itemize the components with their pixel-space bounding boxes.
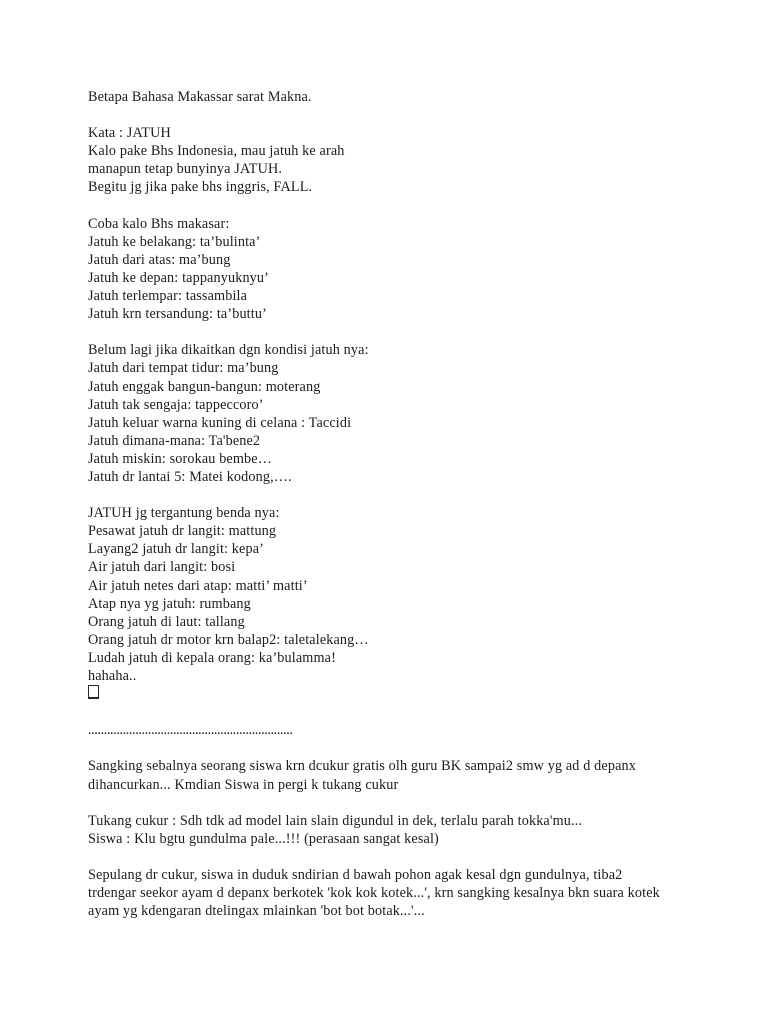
objects-block [88, 504, 664, 703]
makassar-directions-heading: Coba kalo Bhs makasar: [88, 215, 230, 232]
makassar-directions-line-1: Jatuh ke belakang: ta’bulinta’ [88, 233, 261, 250]
conditions-line-2: Jatuh enggak bangun-bangun: moterang [88, 378, 321, 395]
objects-line-7: Orang jatuh dr motor krn balap2: taletalekang… [88, 631, 369, 648]
objects-line-6: Orang jatuh di laut: tallang [88, 613, 245, 630]
dotted-separator: ................................................................. [88, 722, 293, 739]
story-paragraph-1: Sangking sebalnya seorang siswa krn dcukur gratis olh guru BK sampai2 smw yg ad d depanx dihancurkan... Kmdian Siswa in pergi k tukang cukur [88, 758, 640, 793]
intro-line-2: Kalo pake Bhs Indonesia, mau jatuh ke arah [88, 143, 345, 160]
dialogue-student-line: Siswa : Klu bgtu gundulma pale...!!! (perasaan sangat kesal) [88, 830, 439, 847]
objects-line-4: Air jatuh netes dari atap: matti’ matti’ [88, 577, 308, 594]
paragraph-spacer [88, 106, 664, 124]
conditions-line-3: Jatuh tak sengaja: tappeccoro’ [88, 396, 264, 413]
makassar-directions-block [88, 215, 664, 324]
objects-line-3: Air jatuh dari langit: bosi [88, 559, 236, 576]
document-title-line: Betapa Bahasa Makassar sarat Makna. [88, 89, 312, 105]
makassar-directions-line-4: Jatuh terlempar: tassambila [88, 288, 248, 305]
paragraph-spacer [88, 848, 664, 866]
paragraph-spacer [88, 703, 664, 721]
paragraph-spacer [88, 486, 664, 504]
makassar-directions-line-3: Jatuh ke depan: tappanyuknyu’ [88, 269, 270, 286]
paragraph-spacer [88, 197, 664, 215]
paragraph-spacer [88, 794, 664, 812]
missing-glyph-line [88, 685, 664, 703]
paragraph-spacer [88, 739, 664, 757]
intro-line-1: Kata : JATUH [88, 125, 171, 142]
objects-line-2: Layang2 jatuh dr langit: kepa’ [88, 541, 265, 558]
conditions-line-6: Jatuh miskin: sorokau bembe… [88, 450, 273, 467]
makassar-directions-line-2: Jatuh dari atas: ma’bung [88, 251, 231, 268]
objects-line-5: Atap nya yg jatuh: rumbang [88, 595, 251, 612]
intro-line-4: Begitu jg jika pake bhs inggris, FALL. [88, 179, 313, 196]
paragraph-spacer [88, 323, 664, 341]
objects-heading: JATUH jg tergantung benda nya: [88, 505, 280, 522]
objects-line-9-laugh: hahaha.. [88, 668, 137, 684]
makassar-directions-line-5: Jatuh krn tersandung: ta’buttu’ [88, 306, 267, 323]
dialogue-barber-line: Tukang cukur : Sdh tdk ad model lain slain digundul in dek, terlalu parah tokka'mu... [88, 812, 583, 829]
document-text-body [88, 88, 664, 920]
story-paragraph-2: Sepulang dr cukur, siswa in duduk sndirian d bawah pohon agak kesal dgn gundulnya, tiba2 trdengar seekor ayam d depanx berkotek 'kok kok kotek...', krn sangking kesalnya bkn suara kotek ayam yg kdengaran dtelingax mlainkan 'bot bot botak...'... [88, 867, 664, 920]
missing-glyph-box-icon [88, 685, 99, 699]
dialogue-block [88, 812, 664, 848]
conditions-line-4: Jatuh keluar warna kuning di celana : Taccidi [88, 414, 352, 431]
intro-line-3: manapun tetap bunyinya JATUH. [88, 161, 283, 178]
conditions-block [88, 341, 664, 486]
objects-line-1: Pesawat jatuh dr langit: mattung [88, 523, 277, 540]
conditions-line-1: Jatuh dari tempat tidur: ma’bung [88, 360, 279, 377]
intro-block [88, 124, 664, 196]
objects-line-8: Ludah jatuh di kepala orang: ka’bulamma! [88, 649, 336, 666]
conditions-line-7: Jatuh dr lantai 5: Matei kodong,…. [88, 468, 292, 485]
conditions-heading: Belum lagi jika dikaitkan dgn kondisi jatuh nya: [88, 342, 369, 359]
conditions-line-5: Jatuh dimana-mana: Ta'bene2 [88, 432, 261, 449]
